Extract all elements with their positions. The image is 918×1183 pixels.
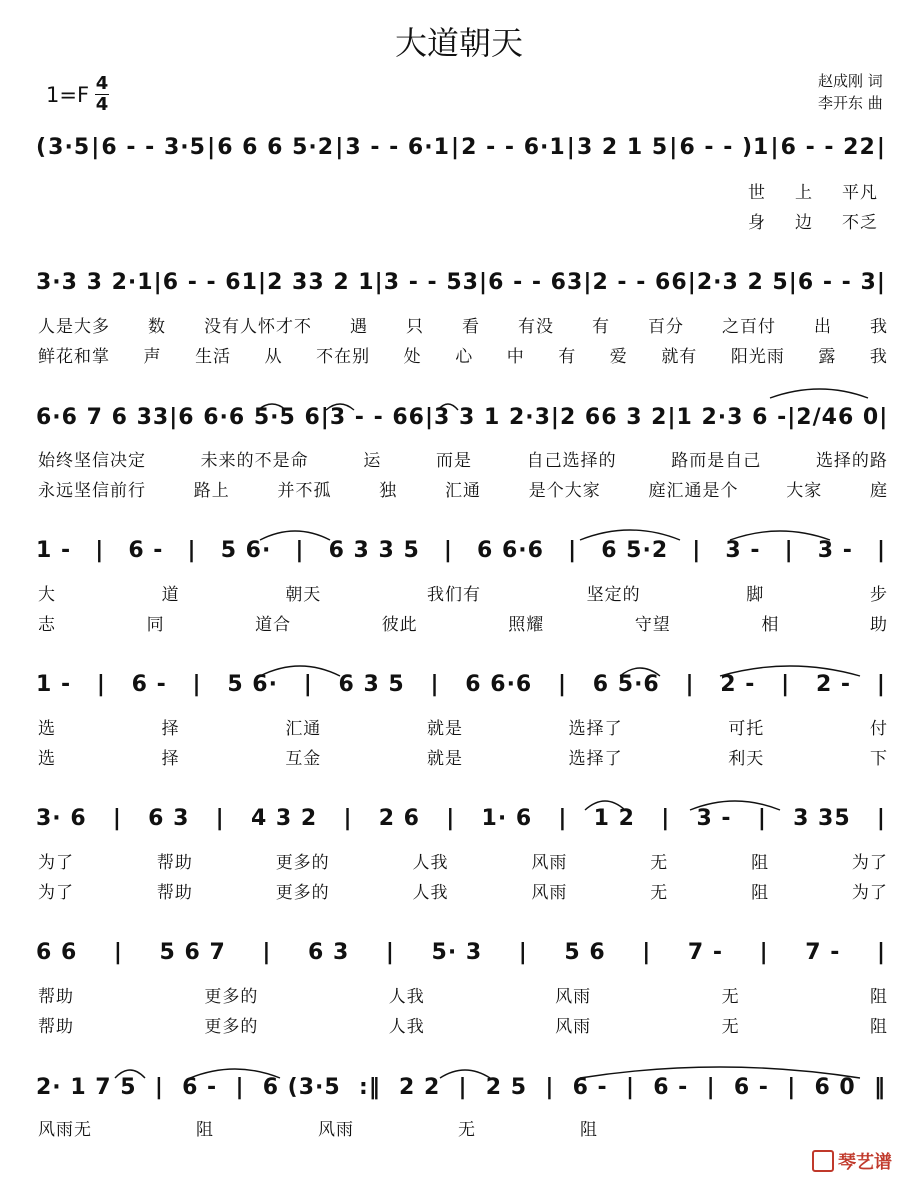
barline: | (787, 405, 797, 430)
note-group: 3 35 (793, 806, 851, 831)
note-group: 6 - (572, 1075, 608, 1100)
lyric-word: 为了 (851, 883, 888, 903)
barline: | (425, 405, 435, 430)
barline: | (550, 405, 560, 430)
note-group: 6 (3·5 (262, 1075, 341, 1100)
note-group: 5· 3 (431, 940, 483, 965)
lyric-word: 阳光雨 (730, 347, 785, 367)
lyric-word: 无 (650, 853, 669, 873)
lyric-word: 帮助 (156, 883, 193, 903)
note-group: 6·6 7 6 33 (36, 405, 170, 430)
barline: | (706, 1075, 716, 1100)
note-group: 3 - - 66 (329, 405, 425, 430)
lyric-word: 朝天 (285, 585, 322, 605)
note-group: 6 - (733, 1075, 769, 1100)
lyric-word: 人我 (388, 1017, 425, 1037)
note-group: 3 - - 53 (383, 270, 479, 295)
slur (438, 404, 458, 410)
lyric-word: 阻 (751, 883, 770, 903)
barline: | (787, 1075, 797, 1100)
barline: | (876, 270, 886, 295)
note-group: 6 - (128, 538, 164, 563)
barline: | (458, 1075, 468, 1100)
lyric-word: 无 (458, 1120, 476, 1140)
lyric-word: 未来的不是命 (200, 451, 309, 471)
slur (585, 801, 625, 810)
note-group: 2 33 2 1 (267, 270, 375, 295)
note-group: 6 - (182, 1075, 218, 1100)
lyric-word: 从 (264, 347, 283, 367)
time-beats: 4 (95, 73, 109, 94)
barline: | (479, 270, 489, 295)
note-group: 6 - - 63 (488, 270, 584, 295)
lyric-word: 路上 (193, 481, 230, 501)
note-group: 7 - (805, 940, 841, 965)
note-group: 2 5 (485, 1075, 528, 1100)
note-group: 2 - (815, 672, 852, 697)
note-group: 3 - (725, 538, 761, 563)
barline: | (443, 538, 453, 563)
lyric-word: 独 (379, 481, 398, 501)
slur (115, 1070, 145, 1078)
lyric-word: 更多的 (204, 1017, 259, 1037)
lyric-word: 并不孤 (277, 481, 332, 501)
barline: | (685, 672, 695, 697)
lyric-word: 道 (161, 585, 180, 605)
barline: | (879, 405, 889, 430)
barline: :‖ (358, 1075, 381, 1100)
note-group: 6 - - 3 (797, 270, 877, 295)
note-group: 2·3 2 5 (696, 270, 789, 295)
note-group: 6 - - 3·5 (101, 135, 206, 160)
lyric-word: 无 (721, 1017, 740, 1037)
lyric-word: 为了 (38, 883, 74, 903)
lyric-word: 人是大多 (38, 317, 110, 337)
lyric-word: 世 (748, 183, 766, 203)
note-group: 5 6· (220, 538, 272, 563)
lyric-word: 中 (506, 347, 525, 367)
lyric-word: 没有人怀才不 (204, 317, 312, 337)
barline: | (558, 672, 568, 697)
watermark-text: 琴艺谱 (838, 1152, 892, 1173)
lyric-word: 只 (406, 317, 424, 337)
barline: | (343, 806, 353, 831)
lyric-word: 路而是自己 (671, 451, 762, 471)
note-group: 1· 6 (481, 806, 533, 831)
note-group: 2· 1 7 5 (36, 1075, 137, 1100)
note-group: 5 6 7 (159, 940, 226, 965)
slur (770, 389, 868, 398)
note-group: 1 2 (593, 806, 635, 831)
lyric-word: 有 (558, 347, 577, 367)
composer: 李开东 曲 (818, 94, 883, 112)
note-group: 6 6·6 (477, 538, 544, 563)
note-group: 6 - - )1 (679, 135, 770, 160)
lyric-word: 择 (161, 719, 180, 739)
lyric-word: 数 (148, 317, 166, 337)
note-group: 6 0 (814, 1075, 856, 1100)
lyric-word: 为了 (38, 853, 74, 873)
song-title: 大道朝天 (394, 24, 523, 62)
lyric-word: 我们有 (426, 585, 481, 605)
slur (260, 531, 330, 540)
note-group: 1 2·3 6 - (676, 405, 788, 430)
lyric-word: 自己选择的 (526, 451, 617, 471)
slur (580, 1067, 860, 1078)
lyric-word: 可托 (728, 719, 765, 739)
barline: | (192, 672, 202, 697)
lyric-word: 为了 (851, 853, 888, 873)
note-group: 6 0 (837, 405, 880, 430)
lyric-word: 看 (462, 317, 480, 337)
lyric-word: 无 (650, 883, 669, 903)
barline: | (95, 538, 105, 563)
lyric-word: 守望 (634, 615, 671, 635)
lyric-word: 庭 (870, 481, 888, 501)
barline: | (215, 806, 225, 831)
lyric-word: 风雨无 (38, 1120, 92, 1140)
barline: | (262, 940, 272, 965)
lyric-word: 风雨 (531, 883, 568, 903)
slur (690, 801, 780, 810)
note-group: 3 3 1 2·3 (434, 405, 551, 430)
barline: | (303, 672, 313, 697)
note-group: 2 - - 66 (592, 270, 688, 295)
barline: | (667, 405, 677, 430)
lyric-word: 选择的路 (815, 451, 888, 471)
lyric-word: 我 (869, 347, 888, 367)
barline: | (692, 538, 702, 563)
lyric-word: 遇 (350, 317, 368, 337)
lyricist: 赵成刚 词 (818, 72, 883, 90)
note-group: 1 - (36, 538, 72, 563)
barline: | (876, 135, 886, 160)
lyric-word: 步 (869, 585, 888, 605)
barline: | (757, 806, 767, 831)
lyric-word: 大 (38, 585, 56, 605)
lyric-word: 是个大家 (528, 481, 601, 501)
lyric-word: 互金 (285, 749, 322, 769)
barline: ‖ (873, 1075, 886, 1100)
barline: | (625, 1075, 635, 1100)
note-group: 6 - - 22 (780, 135, 876, 160)
lyric-word: 爱 (609, 347, 628, 367)
note-group: 3·3 3 2·1 (36, 270, 154, 295)
lyric-word: 彼此 (381, 615, 418, 635)
time-unit: 4 (95, 94, 109, 115)
lyric-word: 选择了 (568, 749, 623, 769)
note-group: 6 - - 61 (162, 270, 258, 295)
barline: | (759, 940, 769, 965)
lyric-word: 露 (818, 347, 837, 367)
slur (258, 404, 286, 410)
lyric-word: 风雨 (318, 1120, 354, 1140)
lyric-word: 鲜花和掌 (38, 347, 110, 367)
slur (620, 668, 660, 676)
lyric-word: 就是 (426, 749, 463, 769)
barline: | (169, 405, 179, 430)
barline: | (257, 270, 268, 295)
lyric-word: 大家 (786, 481, 823, 501)
slur (720, 666, 860, 676)
barline: | (669, 135, 679, 160)
barline: | (112, 806, 122, 831)
lyric-word: 风雨 (531, 853, 568, 873)
note-group: ( (36, 135, 48, 160)
lyric-word: 就有 (661, 347, 698, 367)
lyric-word: 付 (869, 719, 888, 739)
note-group: 6 6·6 5·5 6 (178, 405, 321, 430)
barline: | (385, 940, 395, 965)
note-group: 1 - (36, 672, 72, 697)
lyric-word: 选 (38, 749, 56, 769)
lyric-word: 边 (795, 213, 813, 233)
note-group: 2 - (720, 672, 756, 697)
barline: | (91, 135, 101, 160)
note-group: 5 6 (564, 940, 606, 965)
barline: | (876, 940, 886, 965)
lyric-word: 更多的 (275, 853, 330, 873)
lyric-word: 声 (143, 347, 162, 367)
note-group: 3 - (696, 806, 732, 831)
note-group: 2 6 (378, 806, 420, 831)
barline: | (781, 672, 791, 697)
lyric-word: 平凡 (842, 183, 878, 203)
note-group: 3 - - 6·1 (345, 135, 450, 160)
barline: | (113, 940, 123, 965)
barline: | (320, 405, 330, 430)
note-group: 2 66 3 2 (559, 405, 668, 430)
barline: | (187, 538, 197, 563)
lyric-word: 同 (146, 615, 165, 635)
barline: | (583, 270, 593, 295)
lyric-word: 助 (869, 615, 888, 635)
barline: | (770, 135, 780, 160)
lyric-word: 风雨 (555, 1017, 592, 1037)
lyric-word: 阻 (196, 1120, 214, 1140)
lyric-word: 出 (814, 317, 832, 337)
lyric-word: 更多的 (275, 883, 330, 903)
key-prefix: 1=F (46, 82, 90, 107)
lyric-word: 生活 (195, 347, 232, 367)
lyric-word: 阻 (751, 853, 770, 873)
lyric-word: 汇通 (445, 481, 481, 501)
lyric-word: 人我 (412, 883, 449, 903)
barline: | (96, 672, 106, 697)
lyric-word: 有 (592, 317, 610, 337)
barline: | (876, 538, 886, 563)
lyric-word: 百分 (648, 317, 684, 337)
slur (190, 1069, 280, 1078)
lyric-word: 阻 (580, 1120, 598, 1140)
lyric-word: 而是 (435, 451, 472, 471)
lyric-word: 不乏 (842, 213, 878, 233)
lyric-word: 择 (161, 749, 180, 769)
lyric-word: 不在别 (316, 347, 371, 367)
note-group: 3 2 1 5 (576, 135, 669, 160)
barline: | (788, 270, 798, 295)
note-group: 5 6· (227, 672, 278, 697)
barline: | (374, 270, 384, 295)
note-group: 6 - (653, 1075, 689, 1100)
barline: | (518, 940, 528, 965)
lyric-word: 就是 (426, 719, 463, 739)
lyric-word: 帮助 (156, 853, 193, 873)
lyric-word: 选 (38, 719, 56, 739)
slur (580, 530, 680, 540)
lyric-word: 道合 (255, 615, 292, 635)
barline: | (235, 1075, 245, 1100)
barline: | (451, 135, 461, 160)
note-group: 7 - (687, 940, 724, 965)
note-group: 6 3 5 (338, 672, 405, 697)
lyric-word: 阻 (869, 1017, 888, 1037)
lyric-word: 坚定的 (586, 585, 641, 605)
note-group: 6 6·6 (465, 672, 533, 697)
lyric-word: 下 (869, 749, 888, 769)
lyric-word: 更多的 (204, 987, 259, 1007)
lyric-word: 志 (38, 615, 56, 635)
lyric-word: 照耀 (508, 615, 545, 635)
note-group: 2 2 (399, 1075, 441, 1100)
barline: | (566, 135, 576, 160)
barline: | (545, 1075, 555, 1100)
lyric-word: 汇通 (285, 719, 322, 739)
lyric-word: 人我 (388, 987, 425, 1007)
lyric-word: 帮助 (38, 987, 74, 1007)
barline: | (558, 806, 568, 831)
note-group: 6 3 3 5 (328, 538, 420, 563)
lyric-word: 人我 (412, 853, 449, 873)
barline: | (295, 538, 305, 563)
note-group: 2 - - 6·1 (461, 135, 566, 160)
lyric-word: 有没 (518, 317, 554, 337)
slur (730, 531, 830, 540)
note-group: 6 3 (308, 940, 350, 965)
lyric-word: 阻 (869, 987, 888, 1007)
note-group: 6 5·6 (592, 672, 660, 697)
lyric-word: 无 (721, 987, 740, 1007)
barline: | (207, 135, 217, 160)
lyric-word: 之百付 (722, 317, 776, 337)
note-group: 3 - (817, 538, 853, 563)
note-group: 6 6 6 5·2 (217, 135, 335, 160)
barline: | (876, 672, 886, 697)
lyric-word: 帮助 (38, 1017, 74, 1037)
barline: | (784, 538, 794, 563)
note-group: 6 5·2 (601, 538, 669, 563)
barline: | (687, 270, 697, 295)
barline: | (153, 270, 163, 295)
barline: | (335, 135, 345, 160)
barline: | (661, 806, 671, 831)
note-group: 6 - (131, 672, 167, 697)
note-group: 2/4 (796, 405, 838, 430)
note-group: 3·5 (48, 135, 91, 160)
note-group: 6 6 (36, 940, 78, 965)
barline: | (430, 672, 440, 697)
barline: | (642, 940, 652, 965)
note-group: 4 3 2 (250, 806, 318, 831)
slur (260, 666, 340, 676)
lyric-word: 始终坚信决定 (38, 451, 146, 471)
lyric-word: 相 (761, 615, 780, 635)
lyric-word: 我 (870, 317, 888, 337)
lyric-word: 永远坚信前行 (38, 481, 146, 501)
lyric-word: 利天 (728, 749, 765, 769)
lyric-word: 风雨 (555, 987, 592, 1007)
barline: | (154, 1075, 164, 1100)
lyric-word: 脚 (746, 585, 765, 605)
barline: | (568, 538, 578, 563)
slur (326, 404, 354, 410)
lyric-word: 运 (363, 451, 382, 471)
lyric-word: 心 (455, 347, 474, 367)
note-group: 3· 6 (36, 806, 87, 831)
note-group: 6 3 (148, 806, 190, 831)
barline: | (876, 806, 886, 831)
lyric-word: 身 (748, 213, 766, 233)
lyric-word: 选择了 (568, 719, 623, 739)
lyric-word: 庭汇通是个 (648, 481, 739, 501)
barline: | (446, 806, 456, 831)
slur (440, 1070, 490, 1078)
lyric-word: 处 (403, 347, 422, 367)
lyric-word: 上 (795, 183, 813, 203)
